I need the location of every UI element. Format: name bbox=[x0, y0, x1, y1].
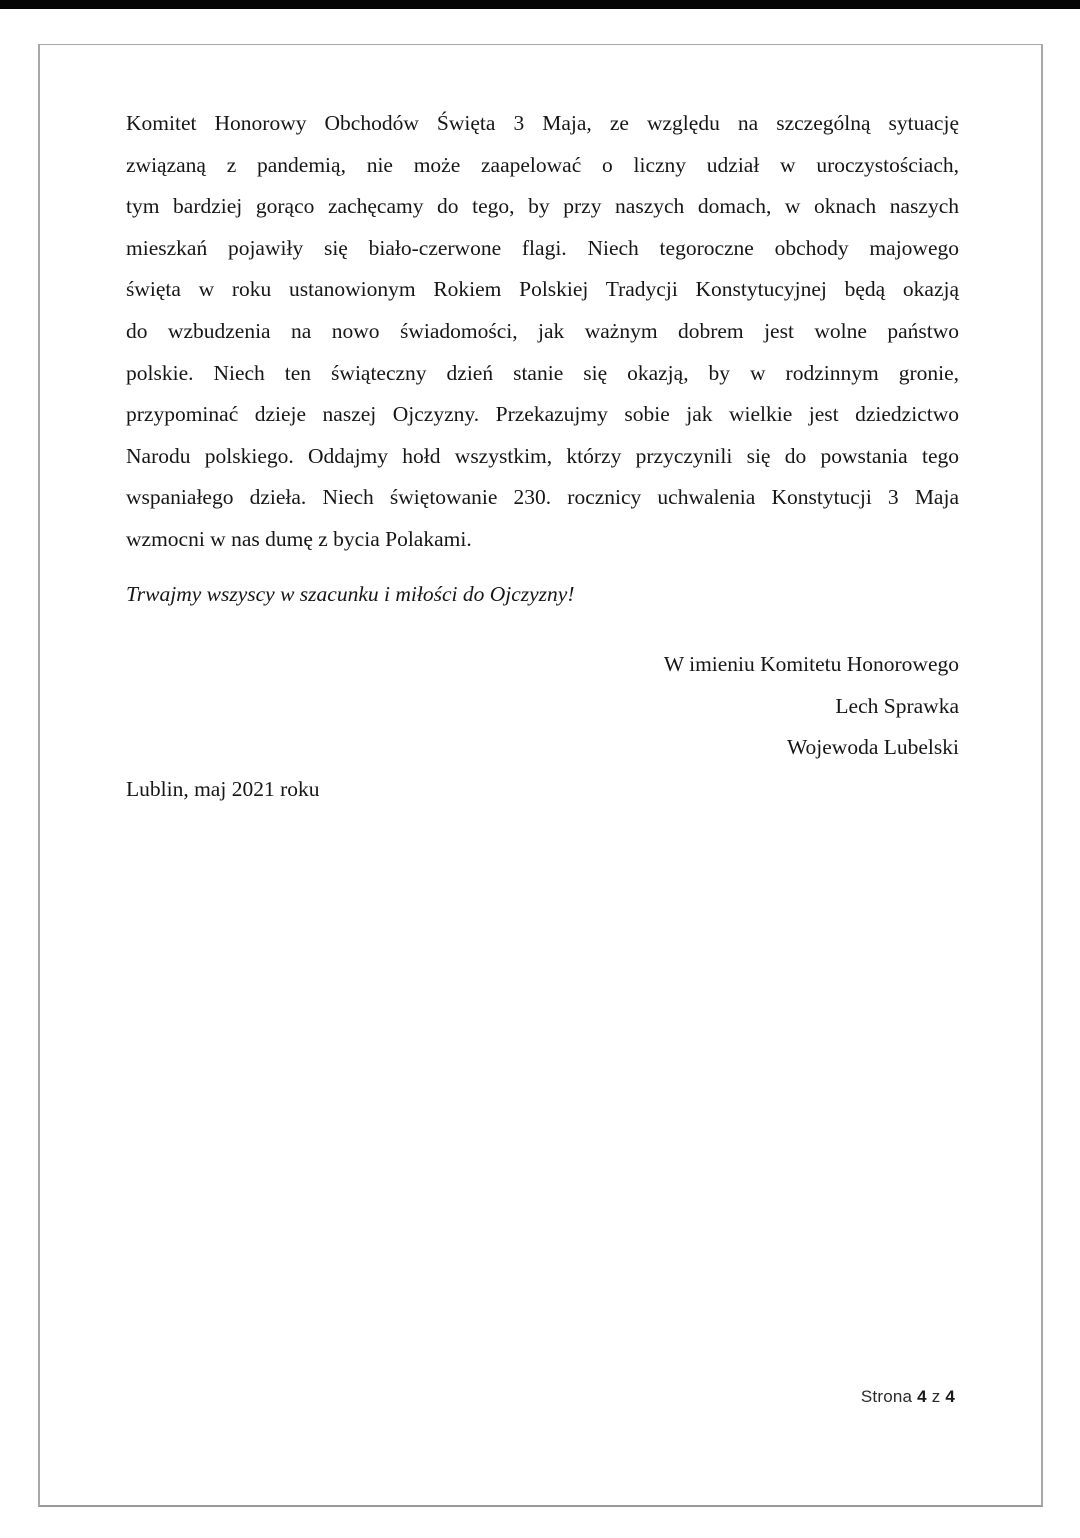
signature-name: Lech Sprawka bbox=[835, 693, 959, 718]
footer-total-pages: 4 bbox=[945, 1387, 955, 1406]
document-page bbox=[38, 44, 1043, 1507]
signature-title: Wojewoda Lubelski bbox=[786, 735, 959, 760]
paragraph-line: związaną z pandemią, nie może zaapelować o liczny udział w uroczystościach, bbox=[126, 152, 959, 177]
paragraph-line: polskie. Niech ten świąteczny dzień stanie się okazją, by w rodzinnym gronie, bbox=[126, 360, 959, 385]
top-bar bbox=[0, 0, 1080, 9]
footer-label: Strona bbox=[860, 1387, 913, 1406]
signature-block bbox=[126, 644, 959, 769]
place-date: Lublin, maj 2021 roku bbox=[126, 776, 320, 801]
footer-separator: z bbox=[931, 1387, 941, 1406]
paragraph-line: Komitet Honorowy Obchodów Święta 3 Maja, ze względu na szczególną sytuację bbox=[126, 111, 959, 135]
signature-committee-line: W imieniu Komitetu Honorowego bbox=[663, 652, 959, 677]
footer-page-number: 4 bbox=[917, 1387, 927, 1406]
paragraph-line: Narodu polskiego. Oddajmy hołd wszystkim, którzy przyczynili się do powstania tego bbox=[126, 443, 959, 468]
paragraph-line: tym bardziej gorąco zachęcamy do tego, by przy naszych domach, w oknach naszych bbox=[126, 194, 959, 219]
paragraph-line: święta w roku ustanowionym Rokiem Polskiej Tradycji Konstytucyjnej będą okazją bbox=[126, 277, 959, 302]
paragraph-line: do wzbudzenia na nowo świadomości, jak ważnym dobrem jest wolne państwo bbox=[126, 318, 959, 343]
paragraph-line: wzmocni w nas dumę z bycia Polakami. bbox=[126, 526, 472, 551]
main-paragraph bbox=[126, 103, 959, 561]
paragraph-line: wspaniałego dzieła. Niech świętowanie 230. rocznicy uchwalenia Konstytucji 3 Maja bbox=[126, 485, 959, 510]
closing-motto: Trwajmy wszyscy w szacunku i miłości do Ojczyzny! bbox=[126, 581, 575, 606]
document-content bbox=[126, 103, 959, 811]
paragraph-line: mieszkań pojawiły się biało-czerwone flagi. Niech tegoroczne obchody majowego bbox=[126, 235, 959, 260]
paragraph-line: przypominać dzieje naszej Ojczyzny. Przekazujmy sobie jak wielkie jest dziedzictwo bbox=[126, 402, 959, 427]
page-footer bbox=[861, 1387, 955, 1407]
